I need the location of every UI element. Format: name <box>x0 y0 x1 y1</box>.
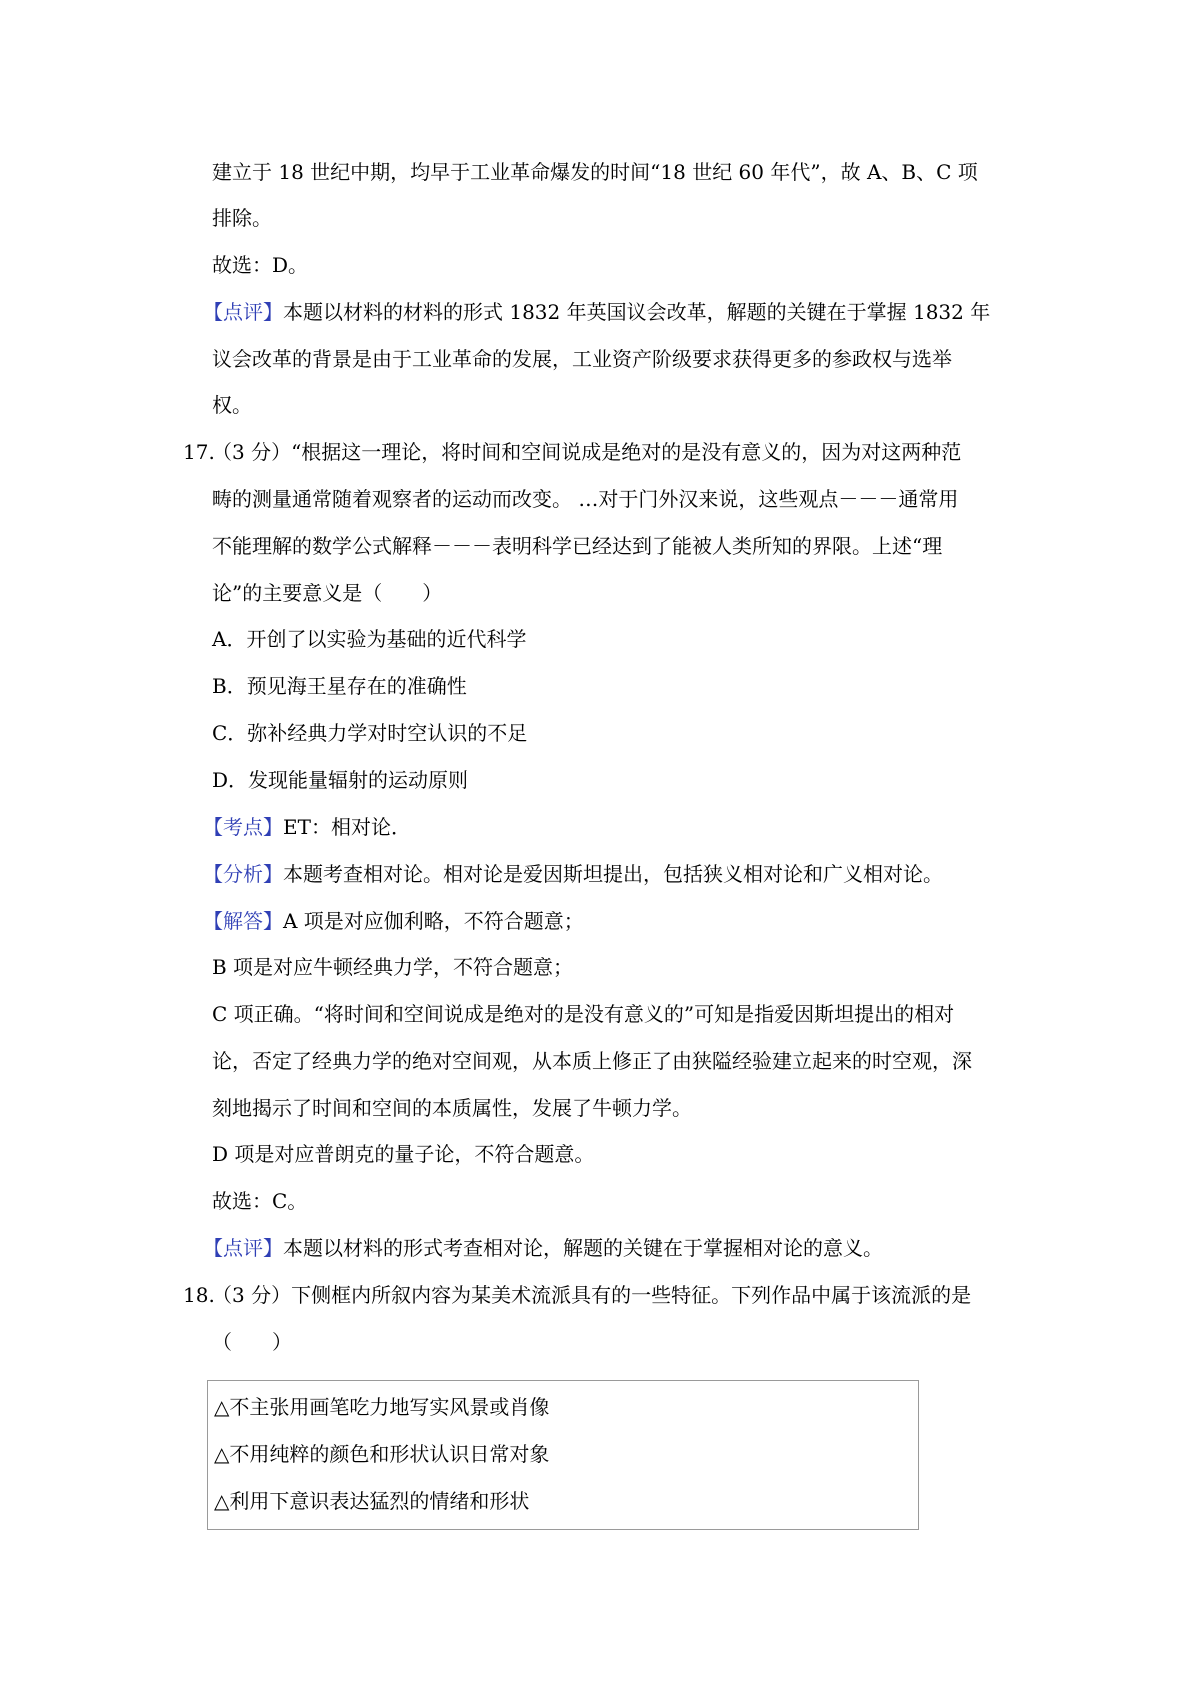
question-17-jieda-line-5: 刻地揭示了时间和空间的本质属性，发展了牛顿力学。 <box>212 1096 692 1120</box>
kaodian-text: ET：相对论． <box>283 815 411 839</box>
prev-answer: 故选：D。 <box>212 253 309 277</box>
question-17-option-c: C．弥补经典力学对时空认识的不足 <box>212 721 528 745</box>
features-box <box>207 1380 919 1530</box>
question-17-stem-line-3: 不能理解的数学公式解释－－－表明科学已经达到了能被人类所知的界限。上述“理 <box>212 534 943 558</box>
question-17-jieda-line-6: D 项是对应普朗克的量子论，不符合题意。 <box>212 1142 595 1166</box>
kaodian-tag: 【考点】 <box>203 815 283 839</box>
question-18-stem-line-2: （ ） <box>212 1330 292 1354</box>
question-17-review <box>203 1233 883 1263</box>
prev-review-line-1 <box>203 297 990 327</box>
prev-review-line-3: 权。 <box>212 393 252 417</box>
fenxi-text: 本题考查相对论。相对论是爱因斯坦提出，包括狭义相对论和广义相对论。 <box>283 862 943 886</box>
review-tag: 【点评】 <box>203 300 283 324</box>
question-17-stem-line-4: 论”的主要意义是（ ） <box>212 581 443 605</box>
question-17-kaodian <box>203 812 411 842</box>
question-18-number: 18. <box>183 1283 215 1307</box>
features-box-item: △不用纯粹的颜色和形状认识日常对象 <box>214 1442 550 1466</box>
review-text: 本题以材料的形式考查相对论，解题的关键在于掌握相对论的意义。 <box>283 1236 883 1260</box>
jieda-tag: 【解答】 <box>203 909 283 933</box>
prev-review-line-2: 议会改革的背景是由于工业革命的发展，工业资产阶级要求获得更多的参政权与选举 <box>212 347 952 371</box>
question-17-option-b: B．预见海王星存在的准确性 <box>212 674 467 698</box>
review-tag: 【点评】 <box>203 1236 283 1260</box>
prev-explanation-line-1: 建立于 18 世纪中期，均早于工业革命爆发的时间“18 世纪 60 年代”，故 A、B、C 项 <box>212 160 978 184</box>
review-text: 本题以材料的材料的形式 1832 年英国议会改革，解题的关键在于掌握 1832 年 <box>283 300 991 324</box>
question-17-jieda-line-2: B 项是对应牛顿经典力学，不符合题意； <box>212 955 574 979</box>
features-box-item: △利用下意识表达猛烈的情绪和形状 <box>214 1489 530 1513</box>
jieda-text: A 项是对应伽利略，不符合题意； <box>283 909 584 933</box>
question-17-option-d: D．发现能量辐射的运动原则 <box>212 768 469 792</box>
question-17-stem-line-2: 畴的测量通常随着观察者的运动而改变。 …对于门外汉来说，这些观点－－－通常用 <box>212 487 959 511</box>
fenxi-tag: 【分析】 <box>203 862 283 886</box>
question-18-stem-line-1: （3 分）下侧框内所叙内容为某美术流派具有的一些特征。下列作品中属于该流派的是 <box>212 1283 972 1307</box>
question-17-answer: 故选：C。 <box>212 1189 308 1213</box>
prev-explanation-line-2: 排除。 <box>212 206 272 230</box>
question-17-jieda-line-1 <box>203 906 584 936</box>
question-17-jieda-line-4: 论，否定了经典力学的绝对空间观，从本质上修正了由狭隘经验建立起来的时空观，深 <box>212 1049 972 1073</box>
features-box-item: △不主张用画笔吃力地写实风景或肖像 <box>214 1395 550 1419</box>
question-17-fenxi <box>203 859 943 889</box>
question-17-option-a: A．开创了以实验为基础的近代科学 <box>212 627 527 651</box>
question-17-number: 17. <box>183 440 215 464</box>
question-17-jieda-line-3: C 项正确。“将时间和空间说成是绝对的是没有意义的”可知是指爱因斯坦提出的相对 <box>212 1002 955 1026</box>
question-17-stem-line-1: （3 分）“根据这一理论，将时间和空间说成是绝对的是没有意义的，因为对这两种范 <box>212 440 962 464</box>
